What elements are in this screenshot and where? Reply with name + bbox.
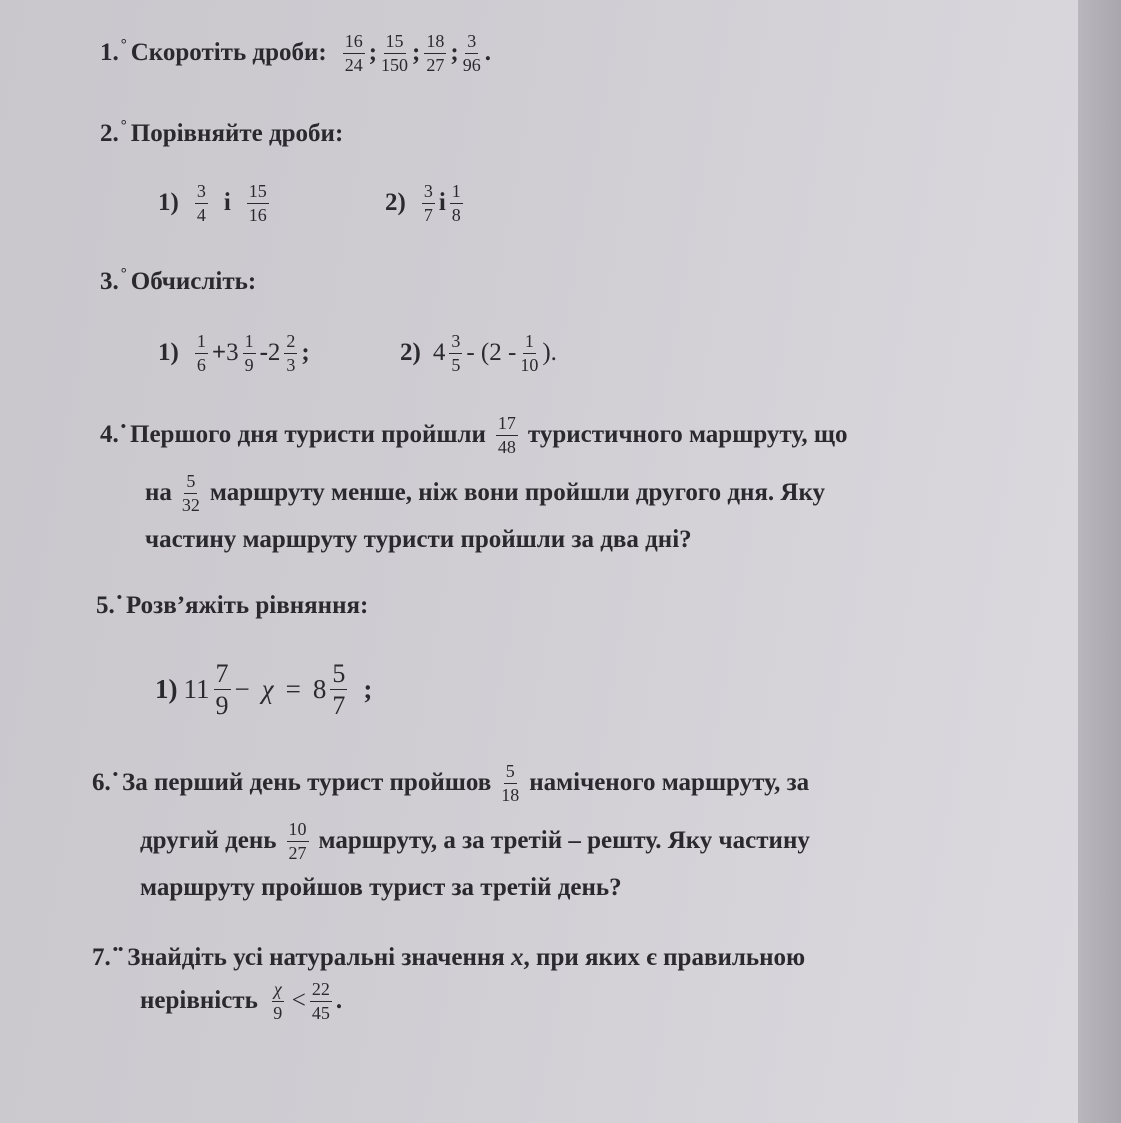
fraction: $\frac{16}{24}$: [344, 31, 363, 75]
fraction: $\frac{1}{6}$: [196, 331, 206, 375]
fraction: $\frac{1}{10}$: [520, 331, 539, 375]
difficulty-mark: •: [112, 766, 119, 783]
fraction: $\frac{5}{32}$: [181, 471, 200, 515]
fraction: $\frac{3}{4}$: [196, 181, 206, 225]
fraction: $\frac{3}{96}$: [462, 31, 481, 75]
task-2-item-1: 1) $\frac{3}{4}$ і $\frac{15}{16}$: [158, 181, 267, 225]
fraction: $\frac{3}{7}$: [423, 181, 433, 225]
task-number: 7.: [92, 944, 111, 971]
page-shadow-edge: [1078, 0, 1121, 1123]
task-4-line-3: частину маршруту туристи пройшли за два дні?: [145, 526, 692, 553]
difficulty-mark: •: [116, 589, 123, 606]
fraction: $\frac{22}{45}$: [311, 979, 330, 1023]
fraction: $\frac{5}{7}$: [332, 659, 346, 721]
difficulty-mark: •: [120, 418, 127, 435]
task-3-item-1: 1) $\frac{1}{6}$ + 3 $\frac{1}{9}$ - 2 $\frac{2}{3}$ ;: [158, 331, 310, 375]
task-text: Скоротіть дроби:: [130, 39, 327, 67]
fraction: $\frac{1}{8}$: [451, 181, 461, 225]
task-4-line-2: на $\frac{5}{32}$ маршруту менше, ніж вони пройшли другого дня. Яку: [145, 471, 826, 515]
task-number: 3.: [100, 268, 119, 295]
task-2-item-2: 2) $\frac{3}{7}$ і $\frac{1}{8}$: [385, 181, 461, 225]
difficulty-mark: °: [120, 265, 127, 282]
task-text: Порівняйте дроби:: [130, 120, 344, 147]
task-number: 1.: [100, 39, 119, 67]
task-3-heading: [100, 265, 257, 296]
fraction: $\frac{\chi}{9}$: [273, 979, 283, 1023]
task-3-item-2: 2) 4 $\frac{3}{5}$ - (2 - $\frac{1}{10}$ ).: [400, 331, 557, 375]
task-5-heading: 5. • Розв’яжіть рівняння:: [96, 589, 369, 619]
task-6-line-3: маршруту пройшов турист за третій день?: [140, 874, 622, 901]
task-5-item-1: 1) 11 $\frac{7}{9}$ − χ = 8 $\frac{5}{7}$ ;: [155, 659, 373, 721]
task-7-line-2: нерівність $\frac{\chi}{9}$ < $\frac{22}{45}$ .: [140, 979, 343, 1023]
difficulty-mark: ••: [112, 941, 124, 958]
fraction: $\frac{10}{27}$: [288, 819, 307, 863]
fraction: $\frac{7}{9}$: [215, 659, 229, 721]
fraction: $\frac{3}{5}$: [451, 331, 461, 375]
task-number: 2.: [100, 120, 119, 147]
difficulty-mark: °: [120, 36, 127, 53]
fraction: $\frac{1}{9}$: [244, 331, 254, 375]
task-text: Обчисліть:: [130, 268, 257, 295]
fraction: $\frac{17}{48}$: [497, 413, 516, 457]
task-6-line-2: другий день $\frac{10}{27}$ маршруту, а за третій – решту. Яку частину: [140, 819, 810, 863]
task-1: 1. ° Скоротіть дроби: $\frac{16}{24}$ ; $\frac{15}{150}$ ; $\frac{18}{27}$ ; $\frac{3}{96}$ .: [100, 31, 491, 75]
fraction: $\frac{5}{18}$: [501, 761, 520, 805]
fraction: $\frac{2}{3}$: [286, 331, 296, 375]
fraction: $\frac{15}{16}$: [248, 181, 267, 225]
task-6-line-1: 6. • За перший день турист пройшов $\frac{5}{18}$ наміченого маршруту, за: [92, 761, 810, 805]
difficulty-mark: °: [120, 117, 127, 134]
task-number: 6.: [92, 769, 111, 797]
fraction: $\frac{15}{150}$: [381, 31, 409, 75]
task-4-line-1: 4. • Першого дня туристи пройшли $\frac{17}{48}$ туристичного маршруту, що: [100, 413, 848, 457]
fraction: $\frac{18}{27}$: [426, 31, 445, 75]
task-2-heading: [100, 117, 344, 148]
task-7-line-1: 7. •• Знайдіть усі натуральні значення x , при яких є правильною: [92, 941, 806, 971]
task-number: 5.: [96, 592, 115, 619]
task-number: 4.: [100, 421, 119, 449]
